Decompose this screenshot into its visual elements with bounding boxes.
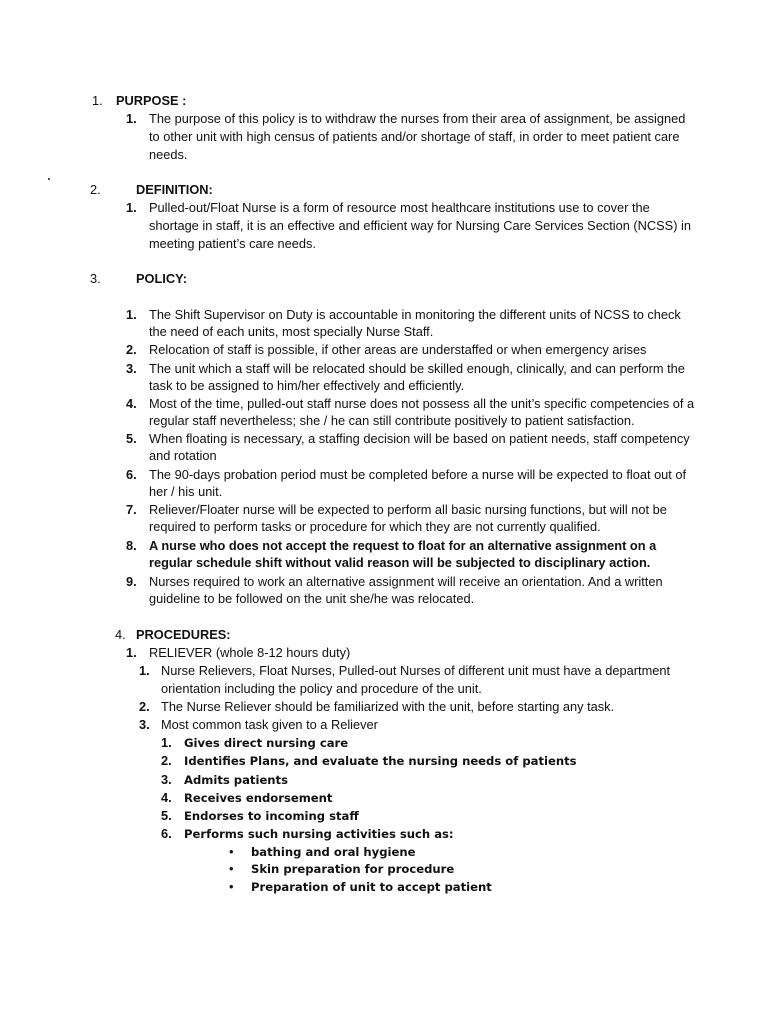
definition-item-line: meeting patient’s care needs. [149,236,316,251]
bullet-icon: • [229,879,234,894]
procedure-item-line: Most common task given to a Reliever [161,717,378,732]
definition-item-number: 1. [126,200,137,215]
policy-item-line: Most of the time, pulled-out staff nurse does not possess all the unit’s specific competencies of a [149,396,695,411]
policy-item-number: 3. [126,361,137,376]
purpose-item-line: needs. [149,147,188,162]
policy-item-line: The 90-days probation period must be completed before a nurse will be expected to float out of [149,467,687,482]
activity-text: Preparation of unit to accept patient [251,880,492,894]
task-number: 1. [161,735,172,750]
procedure-item-line: Nurse Relievers, Float Nurses, Pulled-out Nurses of different unit must have a department [161,663,671,678]
procedure-item-number: 2. [139,699,150,714]
policy-item-line-bold: A nurse who does not accept the request to float for an alternative assignment on a [149,538,657,553]
reliever-number: 1. [126,645,137,660]
stray-mark [48,178,50,180]
policy-item-line: required to perform tasks or procedure for which they are not currently qualified. [149,519,601,534]
policy-item-number: 2. [126,342,137,357]
policy-item-number: 5. [126,431,137,446]
section-number-policy: 3. [90,271,101,286]
policy-item-line: the need of each units, most specially Nurse Staff. [149,324,434,339]
purpose-item-number: 1. [126,111,137,126]
task-text: Receives endorsement [184,791,333,805]
definition-item-line: shortage in staff, it is an effective and efficient way for Nursing Care Services Section (NCSS) in [149,218,691,233]
task-number: 2. [161,753,172,768]
policy-item-line: Nurses required to work an alternative assignment will receive an orientation. And a written [149,574,663,589]
policy-item-line: and rotation [149,448,217,463]
policy-item-number: 9. [126,574,137,589]
bullet-icon: • [229,844,234,859]
task-text: Endorses to incoming staff [184,809,359,823]
section-number-definition: 2. [90,182,101,197]
activity-text: Skin preparation for procedure [251,862,455,876]
section-number-purpose: 1. [92,93,103,108]
reliever-heading: RELIEVER (whole 8-12 hours duty) [149,645,351,660]
policy-item-number: 7. [126,502,137,517]
definition-item-line: Pulled-out/Float Nurse is a form of resource most healthcare institutions use to cover the [149,200,650,215]
task-number: 5. [161,808,172,823]
procedure-item-line: The Nurse Reliever should be familiarized with the unit, before starting any task. [161,699,615,714]
bullet-icon: • [229,861,234,876]
section-number-procedures: 4. [115,627,126,642]
section-title-definition: DEFINITION: [136,182,213,197]
policy-item-line: regular staff nevertheless; she / he can still contribute positively to patient satisfaction. [149,413,635,428]
policy-item-number: 6. [126,467,137,482]
section-title-procedures: PROCEDURES: [136,627,231,642]
task-number: 3. [161,772,172,787]
policy-item-line: Relocation of staff is possible, if other areas are understaffed or when emergency arises [149,342,647,357]
policy-item-number: 1. [126,307,137,322]
policy-item-line-bold: regular schedule shift without valid reason will be subjected to disciplinary action. [149,555,651,570]
purpose-item-line: The purpose of this policy is to withdraw the nurses from their area of assignment, be assigned [149,111,686,126]
activity-text: bathing and oral hygiene [251,845,416,859]
task-text: Identifies Plans, and evaluate the nursing needs of patients [184,754,577,768]
policy-item-number: 4. [126,396,137,411]
section-title-policy: POLICY: [136,271,187,286]
procedure-item-number: 3. [139,717,150,732]
policy-item-line: Reliever/Floater nurse will be expected to perform all basic nursing functions, but will not be [149,502,667,517]
policy-item-line: The unit which a staff will be relocated should be skilled enough, clinically, and can perform the [149,361,685,376]
procedure-item-line: orientation including the policy and procedure of the unit. [161,681,482,696]
task-text: Admits patients [184,773,289,787]
policy-item-line: When floating is necessary, a staffing decision will be based on patient needs, staff competency [149,431,690,446]
section-title-purpose: PURPOSE : [116,93,187,108]
task-text: Gives direct nursing care [184,736,349,750]
policy-item-number: 8. [126,538,137,553]
policy-item-line: task to be assigned to him/her effectively and efficiently. [149,378,465,393]
purpose-item-line: to other unit with high census of patients and/or shortage of staff, in order to meet patient care [149,129,680,144]
policy-item-line: The Shift Supervisor on Duty is accountable in monitoring the different units of NCSS to check [149,307,681,322]
task-number: 6. [161,826,172,841]
task-number: 4. [161,790,172,805]
task-text: Performs such nursing activities such as: [184,827,454,841]
policy-item-line: guideline to be followed on the unit she/he was relocated. [149,591,475,606]
procedure-item-number: 1. [139,663,150,678]
policy-item-line: her / his unit. [149,484,223,499]
